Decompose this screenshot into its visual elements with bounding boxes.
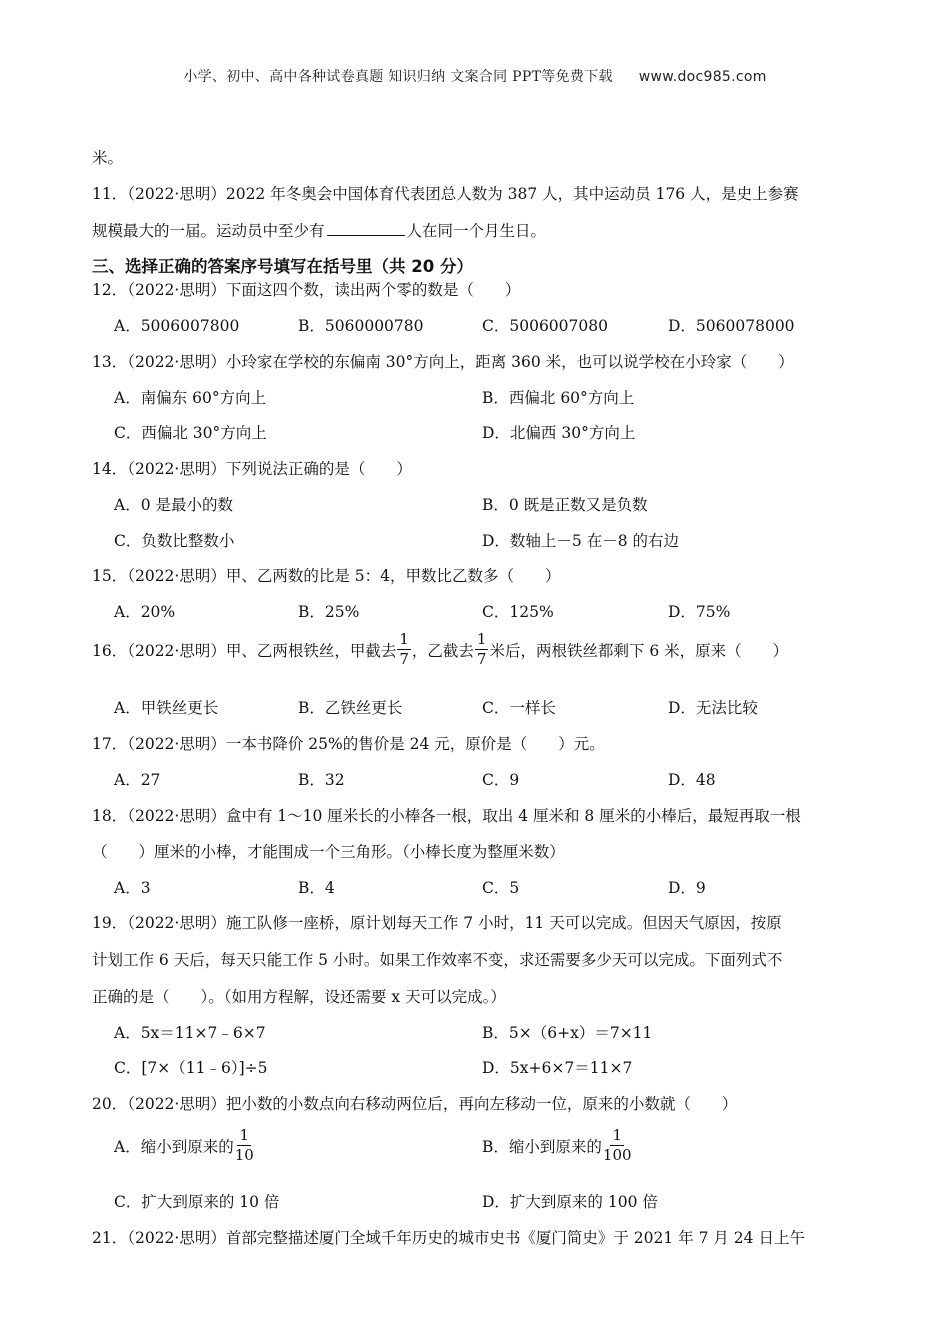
- q20-option-a-fraction: [235, 1128, 254, 1163]
- q16-stem: [92, 632, 788, 667]
- q18-option-a: A．3: [114, 879, 151, 897]
- q15-option-c: C．125%: [482, 603, 554, 621]
- q19-line3: 正确的是（ ）。（如用方程解，设还需要 x 天可以完成。）: [92, 988, 506, 1006]
- q15-option-b: B．25%: [298, 603, 360, 621]
- q14-option-c: C．负数比整数小: [114, 532, 235, 550]
- q19-line2: 计划工作 6 天后，每天只能工作 5 小时。如果工作效率不变，求还需要多少天可以完成。下面列式不: [92, 951, 783, 969]
- q16-stem-b: ，乙截去: [411, 641, 474, 660]
- q11-line1: 11．（2022·思明）2022 年冬奥会中国体育代表团总人数为 387 人，其中运动员 176 人，是史上参赛: [92, 185, 799, 203]
- q16-frac1-den: 7: [399, 650, 409, 668]
- q18-option-c: C．5: [482, 879, 520, 897]
- q14-option-a: A．0 是最小的数: [114, 496, 233, 514]
- q14-option-b: B．0 既是正数又是负数: [482, 496, 648, 514]
- q16-fraction-1: [397, 632, 411, 667]
- q16-option-c: C．一样长: [482, 699, 556, 717]
- q20-option-b: [482, 1128, 633, 1163]
- q21-line1: 21．（2022·思明）首部完整描述厦门全域千年历史的城市史书《厦门简史》于 2021 年 7 月 24 日上午: [92, 1229, 805, 1247]
- section-3-heading: 三、选择正确的答案序号填写在括号里（共 20 分）: [92, 257, 473, 276]
- q17-option-d: D．48: [668, 771, 716, 789]
- q20-option-c: C．扩大到原来的 10 倍: [114, 1193, 280, 1211]
- q20-a-frac-den: 10: [234, 1146, 254, 1164]
- q17-option-a: A．27: [114, 771, 161, 789]
- q11-line2: [92, 219, 546, 241]
- q11-line2-a: 规模最大的一届。运动员中至少有: [92, 222, 325, 240]
- q11-answer-blank: [327, 223, 405, 236]
- header-text: 小学、初中、高中各种试卷真题 知识归纳 文案合同 PPT等免费下载: [183, 69, 613, 85]
- header-url[interactable]: www.doc985.com: [638, 69, 767, 85]
- q13-option-d: D．北偏西 30°方向上: [482, 424, 636, 442]
- q13-option-b: B．西偏北 60°方向上: [482, 389, 635, 407]
- q20-a-frac-num: 1: [239, 1126, 250, 1144]
- q12-option-a: A．5006007800: [114, 317, 240, 335]
- q16-option-a: A．甲铁丝更长: [114, 699, 219, 717]
- q18-line2: （ ）厘米的小棒，才能围成一个三角形。（小棒长度为整厘米数）: [92, 843, 565, 861]
- q18-option-d: D．9: [668, 879, 706, 897]
- q12-option-c: C．5006007080: [482, 317, 608, 335]
- q15-option-d: D．75%: [668, 603, 731, 621]
- q16-stem-a: 16．（2022·思明）甲、乙两根铁丝，甲截去: [92, 641, 397, 660]
- q20-option-b-fraction: [603, 1128, 632, 1163]
- q20-b-frac-num: 1: [612, 1126, 622, 1144]
- q16-stem-c: 米后，两根铁丝都剩下 6 米，原来（ ）: [489, 641, 789, 660]
- page-header: [0, 66, 950, 86]
- q19-option-a: A．5x＝11×7﹣6×7: [114, 1024, 266, 1042]
- q20-option-d: D．扩大到原来的 100 倍: [482, 1193, 658, 1211]
- q15-option-a: A．20%: [114, 603, 176, 621]
- q16-frac2-num: 1: [476, 630, 487, 648]
- q20-option-b-text: B．缩小到原来的: [482, 1137, 602, 1156]
- q20-option-a-text: A．缩小到原来的: [114, 1137, 234, 1156]
- q20-b-frac-den: 100: [602, 1146, 632, 1164]
- q12-stem: 12．（2022·思明）下面这四个数，读出两个零的数是（ ）: [92, 281, 521, 299]
- q17-option-b: B．32: [298, 771, 345, 789]
- q12-option-d: D．5060078000: [668, 317, 795, 335]
- q20-stem: 20．（2022·思明）把小数的小数点向右移动两位后，再向左移动一位，原来的小数就（ ）: [92, 1095, 738, 1113]
- q16-option-d: D．无法比较: [668, 699, 758, 717]
- carryover-text: 米。: [92, 149, 124, 167]
- q19-line1: 19．（2022·思明）施工队修一座桥，原计划每天工作 7 小时，11 天可以完成。但因天气原因，按原: [92, 914, 782, 932]
- q18-option-b: B．4: [298, 879, 335, 897]
- q20-option-a: [114, 1128, 255, 1163]
- q13-option-c: C．西偏北 30°方向上: [114, 424, 267, 442]
- q19-option-d: D．5x+6×7＝11×7: [482, 1059, 633, 1077]
- q12-option-b: B．5060000780: [298, 317, 424, 335]
- q15-stem: 15．（2022·思明）甲、乙两数的比是 5：4，甲数比乙数多（ ）: [92, 567, 561, 585]
- q17-stem: 17．（2022·思明）一本书降价 25%的售价是 24 元，原价是（ ）元。: [92, 735, 605, 753]
- q16-option-b: B．乙铁丝更长: [298, 699, 403, 717]
- q11-line2-b: 人在同一个月生日。: [406, 222, 547, 240]
- q19-option-c: C．[7×（11﹣6）]÷5: [114, 1059, 268, 1077]
- q19-option-b: B．5×（6+x）＝7×11: [482, 1024, 653, 1042]
- q18-line1: 18．（2022·思明）盒中有 1～10 厘米长的小棒各一根，取出 4 厘米和 8 厘米的小棒后，最短再取一根: [92, 807, 801, 825]
- q13-stem: 13．（2022·思明）小玲家在学校的东偏南 30°方向上，距离 360 米，也可以说学校在小玲家（ ）: [92, 353, 794, 371]
- q16-frac1-num: 1: [399, 630, 409, 648]
- q16-frac2-den: 7: [476, 650, 487, 668]
- q14-option-d: D．数轴上－5 在－8 的右边: [482, 532, 680, 550]
- q13-option-a: A．南偏东 60°方向上: [114, 389, 267, 407]
- q14-stem: 14．（2022·思明）下列说法正确的是（ ）: [92, 460, 412, 478]
- q16-fraction-2: [475, 632, 489, 667]
- q17-option-c: C．9: [482, 771, 520, 789]
